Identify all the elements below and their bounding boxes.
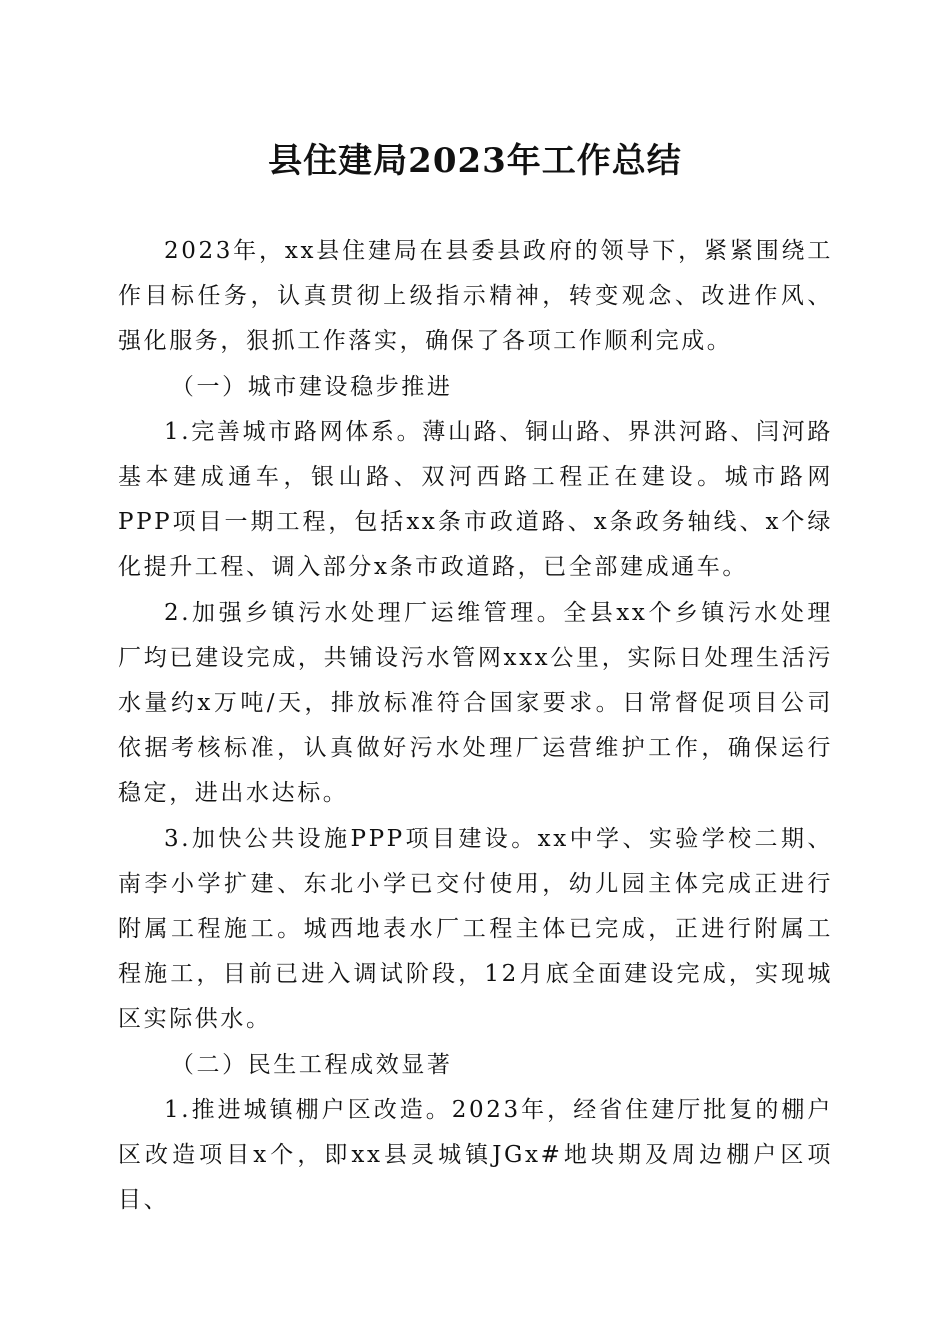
section-heading: （二）民生工程成效显著 xyxy=(170,1051,453,1078)
intro-paragraph: 2023年，xx县住建局在县委县政府的领导下，紧紧围绕工作目标任务，认真贯彻上级指示精神，转变观念、改进作风、强化服务，狠抓工作落实，确保了各项工作顺利完成。 xyxy=(118,238,833,355)
body-paragraph: 1.推进城镇棚户区改造。2023年，经省住建厅批复的棚户区改造项目x个，即xx县灵城镇JGx#地块期及周边棚户区项目、 xyxy=(118,1096,833,1214)
body-paragraph: 2.加强乡镇污水处理厂运维管理。全县xx个乡镇污水处理厂均已建设完成，共铺设污水管网xxx公里，实际日处理生活污水量约x万吨/天，排放标准符合国家要求。日常督促项目公司依据考核标准，认真做好污水处理厂运营维护工作，确保运行稳定，进出水达标。 xyxy=(118,599,833,807)
body-paragraph: 1.完善城市路网体系。薄山路、铜山路、界洪河路、闫河路基本建成通车，银山路、双河西路工程正在建设。城市路网PPP项目一期工程，包括xx条市政道路、x条政务轴线、x个绿化提升工程、调入部分x条市政道路，已全部建成通车。 xyxy=(118,418,833,581)
document-body xyxy=(118,229,833,1223)
section-heading: （一）城市建设稳步推进 xyxy=(170,373,453,400)
body-paragraph: 3.加快公共设施PPP项目建设。xx中学、实验学校二期、南李小学扩建、东北小学已交付使用，幼儿园主体完成正进行附属工程施工。城西地表水厂工程主体已完成，正进行附属工程施工，目前已进入调试阶段，12月底全面建设完成，实现城区实际供水。 xyxy=(118,825,833,1033)
document-title: 县住建局2023年工作总结 xyxy=(268,141,682,181)
